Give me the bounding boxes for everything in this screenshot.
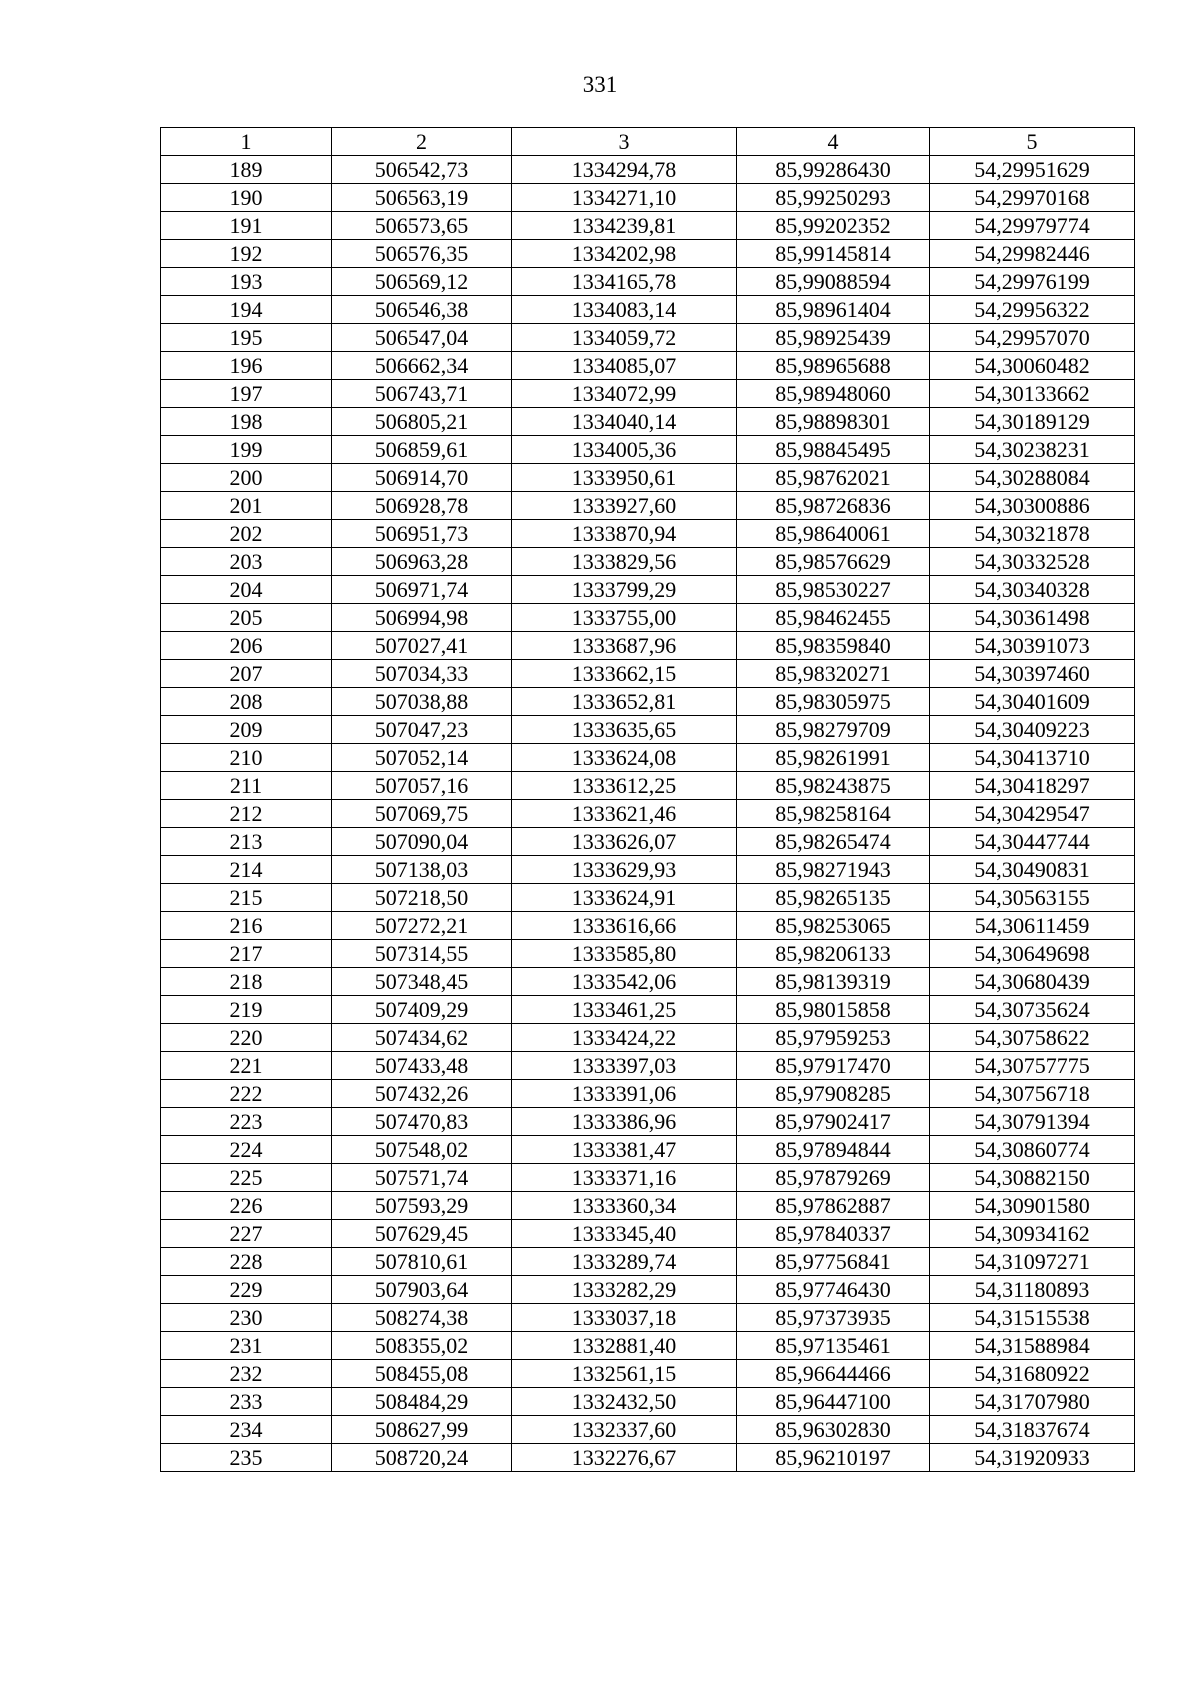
latitude-cell: 54,30238231	[930, 436, 1135, 464]
latitude-cell: 54,31588984	[930, 1332, 1135, 1360]
table-row	[161, 184, 1135, 212]
x-coordinate-cell: 507052,14	[332, 744, 512, 772]
longitude-cell: 85,98898301	[737, 408, 930, 436]
y-coordinate-cell: 1333386,96	[512, 1108, 737, 1136]
y-coordinate-cell: 1334083,14	[512, 296, 737, 324]
latitude-cell: 54,30288084	[930, 464, 1135, 492]
table-row	[161, 1388, 1135, 1416]
point-number-cell: 206	[161, 632, 332, 660]
latitude-cell: 54,30756718	[930, 1080, 1135, 1108]
longitude-cell: 85,97894844	[737, 1136, 930, 1164]
x-coordinate-cell: 508455,08	[332, 1360, 512, 1388]
latitude-cell: 54,30361498	[930, 604, 1135, 632]
x-coordinate-cell: 506951,73	[332, 520, 512, 548]
table-row	[161, 1416, 1135, 1444]
x-coordinate-cell: 507629,45	[332, 1220, 512, 1248]
point-number-cell: 198	[161, 408, 332, 436]
latitude-cell: 54,31707980	[930, 1388, 1135, 1416]
latitude-cell: 54,30860774	[930, 1136, 1135, 1164]
y-coordinate-cell: 1333950,61	[512, 464, 737, 492]
latitude-cell: 54,29957070	[930, 324, 1135, 352]
x-coordinate-cell: 506573,65	[332, 212, 512, 240]
y-coordinate-cell: 1334294,78	[512, 156, 737, 184]
latitude-cell: 54,30332528	[930, 548, 1135, 576]
table-row	[161, 828, 1135, 856]
point-number-cell: 214	[161, 856, 332, 884]
x-coordinate-cell: 507047,23	[332, 716, 512, 744]
x-coordinate-cell: 506859,61	[332, 436, 512, 464]
table-row	[161, 240, 1135, 268]
point-number-cell: 223	[161, 1108, 332, 1136]
table-row	[161, 940, 1135, 968]
longitude-cell: 85,99088594	[737, 268, 930, 296]
x-coordinate-cell: 507432,26	[332, 1080, 512, 1108]
y-coordinate-cell: 1332337,60	[512, 1416, 737, 1444]
y-coordinate-cell: 1333345,40	[512, 1220, 737, 1248]
y-coordinate-cell: 1333870,94	[512, 520, 737, 548]
y-coordinate-cell: 1333381,47	[512, 1136, 737, 1164]
y-coordinate-cell: 1333371,16	[512, 1164, 737, 1192]
longitude-cell: 85,97135461	[737, 1332, 930, 1360]
longitude-cell: 85,97746430	[737, 1276, 930, 1304]
table-row	[161, 800, 1135, 828]
longitude-cell: 85,97917470	[737, 1052, 930, 1080]
latitude-cell: 54,30490831	[930, 856, 1135, 884]
y-coordinate-cell: 1333687,96	[512, 632, 737, 660]
latitude-cell: 54,30680439	[930, 968, 1135, 996]
longitude-cell: 85,98726836	[737, 492, 930, 520]
y-coordinate-cell: 1332432,50	[512, 1388, 737, 1416]
table-row	[161, 1024, 1135, 1052]
y-coordinate-cell: 1333424,22	[512, 1024, 737, 1052]
point-number-cell: 229	[161, 1276, 332, 1304]
x-coordinate-cell: 506963,28	[332, 548, 512, 576]
longitude-cell: 85,98305975	[737, 688, 930, 716]
latitude-cell: 54,29976199	[930, 268, 1135, 296]
latitude-cell: 54,30060482	[930, 352, 1135, 380]
point-number-cell: 222	[161, 1080, 332, 1108]
longitude-cell: 85,97908285	[737, 1080, 930, 1108]
latitude-cell: 54,31097271	[930, 1248, 1135, 1276]
longitude-cell: 85,96644466	[737, 1360, 930, 1388]
longitude-cell: 85,98462455	[737, 604, 930, 632]
table-row	[161, 324, 1135, 352]
point-number-cell: 190	[161, 184, 332, 212]
latitude-cell: 54,29982446	[930, 240, 1135, 268]
point-number-cell: 205	[161, 604, 332, 632]
longitude-cell: 85,98640061	[737, 520, 930, 548]
latitude-cell: 54,30429547	[930, 800, 1135, 828]
y-coordinate-cell: 1333282,29	[512, 1276, 737, 1304]
y-coordinate-cell: 1332561,15	[512, 1360, 737, 1388]
point-number-cell: 230	[161, 1304, 332, 1332]
x-coordinate-cell: 506743,71	[332, 380, 512, 408]
table-row	[161, 548, 1135, 576]
x-coordinate-cell: 506928,78	[332, 492, 512, 520]
longitude-cell: 85,98243875	[737, 772, 930, 800]
latitude-cell: 54,30409223	[930, 716, 1135, 744]
x-coordinate-cell: 506994,98	[332, 604, 512, 632]
y-coordinate-cell: 1333360,34	[512, 1192, 737, 1220]
latitude-cell: 54,30882150	[930, 1164, 1135, 1192]
column-header: 2	[332, 128, 512, 156]
latitude-cell: 54,30401609	[930, 688, 1135, 716]
x-coordinate-cell: 507138,03	[332, 856, 512, 884]
latitude-cell: 54,30391073	[930, 632, 1135, 660]
longitude-cell: 85,98206133	[737, 940, 930, 968]
point-number-cell: 221	[161, 1052, 332, 1080]
point-number-cell: 231	[161, 1332, 332, 1360]
y-coordinate-cell: 1333799,29	[512, 576, 737, 604]
point-number-cell: 193	[161, 268, 332, 296]
table-row	[161, 884, 1135, 912]
longitude-cell: 85,98961404	[737, 296, 930, 324]
x-coordinate-cell: 508484,29	[332, 1388, 512, 1416]
longitude-cell: 85,97902417	[737, 1108, 930, 1136]
longitude-cell: 85,98576629	[737, 548, 930, 576]
table-row	[161, 1360, 1135, 1388]
y-coordinate-cell: 1333626,07	[512, 828, 737, 856]
x-coordinate-cell: 507090,04	[332, 828, 512, 856]
table-row	[161, 1192, 1135, 1220]
y-coordinate-cell: 1332881,40	[512, 1332, 737, 1360]
x-coordinate-cell: 507218,50	[332, 884, 512, 912]
latitude-cell: 54,30413710	[930, 744, 1135, 772]
x-coordinate-cell: 506563,19	[332, 184, 512, 212]
table-row	[161, 604, 1135, 632]
y-coordinate-cell: 1334040,14	[512, 408, 737, 436]
x-coordinate-cell: 508720,24	[332, 1444, 512, 1472]
point-number-cell: 201	[161, 492, 332, 520]
longitude-cell: 85,97959253	[737, 1024, 930, 1052]
table-row	[161, 1164, 1135, 1192]
longitude-cell: 85,98965688	[737, 352, 930, 380]
longitude-cell: 85,98359840	[737, 632, 930, 660]
y-coordinate-cell: 1333461,25	[512, 996, 737, 1024]
x-coordinate-cell: 507027,41	[332, 632, 512, 660]
latitude-cell: 54,30189129	[930, 408, 1135, 436]
y-coordinate-cell: 1334085,07	[512, 352, 737, 380]
y-coordinate-cell: 1333652,81	[512, 688, 737, 716]
column-header: 1	[161, 128, 332, 156]
x-coordinate-cell: 506546,38	[332, 296, 512, 324]
table-row	[161, 688, 1135, 716]
table-row	[161, 576, 1135, 604]
x-coordinate-cell: 507034,33	[332, 660, 512, 688]
y-coordinate-cell: 1333829,56	[512, 548, 737, 576]
point-number-cell: 207	[161, 660, 332, 688]
point-number-cell: 215	[161, 884, 332, 912]
y-coordinate-cell: 1333037,18	[512, 1304, 737, 1332]
latitude-cell: 54,30447744	[930, 828, 1135, 856]
y-coordinate-cell: 1333397,03	[512, 1052, 737, 1080]
x-coordinate-cell: 507593,29	[332, 1192, 512, 1220]
latitude-cell: 54,29979774	[930, 212, 1135, 240]
y-coordinate-cell: 1333927,60	[512, 492, 737, 520]
longitude-cell: 85,98530227	[737, 576, 930, 604]
longitude-cell: 85,98261991	[737, 744, 930, 772]
x-coordinate-cell: 506914,70	[332, 464, 512, 492]
x-coordinate-cell: 506805,21	[332, 408, 512, 436]
latitude-cell: 54,31920933	[930, 1444, 1135, 1472]
y-coordinate-cell: 1333635,65	[512, 716, 737, 744]
column-header: 4	[737, 128, 930, 156]
x-coordinate-cell: 507272,21	[332, 912, 512, 940]
y-coordinate-cell: 1333662,15	[512, 660, 737, 688]
latitude-cell: 54,30901580	[930, 1192, 1135, 1220]
x-coordinate-cell: 507038,88	[332, 688, 512, 716]
page-number: 331	[582, 72, 618, 97]
table-row	[161, 744, 1135, 772]
point-number-cell: 210	[161, 744, 332, 772]
column-header: 5	[930, 128, 1135, 156]
longitude-cell: 85,96447100	[737, 1388, 930, 1416]
point-number-cell: 213	[161, 828, 332, 856]
x-coordinate-cell: 508627,99	[332, 1416, 512, 1444]
table-row	[161, 772, 1135, 800]
point-number-cell: 220	[161, 1024, 332, 1052]
point-number-cell: 217	[161, 940, 332, 968]
longitude-cell: 85,96210197	[737, 1444, 930, 1472]
longitude-cell: 85,98265135	[737, 884, 930, 912]
latitude-cell: 54,30340328	[930, 576, 1135, 604]
latitude-cell: 54,31680922	[930, 1360, 1135, 1388]
table-row	[161, 632, 1135, 660]
table-row	[161, 1080, 1135, 1108]
longitude-cell: 85,98948060	[737, 380, 930, 408]
longitude-cell: 85,97756841	[737, 1248, 930, 1276]
y-coordinate-cell: 1334202,98	[512, 240, 737, 268]
longitude-cell: 85,97840337	[737, 1220, 930, 1248]
table-row	[161, 464, 1135, 492]
y-coordinate-cell: 1333616,66	[512, 912, 737, 940]
point-number-cell: 212	[161, 800, 332, 828]
table-row	[161, 1220, 1135, 1248]
table-row	[161, 1136, 1135, 1164]
point-number-cell: 228	[161, 1248, 332, 1276]
latitude-cell: 54,30791394	[930, 1108, 1135, 1136]
table-row	[161, 1304, 1135, 1332]
y-coordinate-cell: 1334271,10	[512, 184, 737, 212]
x-coordinate-cell: 506569,12	[332, 268, 512, 296]
table-row	[161, 268, 1135, 296]
latitude-cell: 54,29970168	[930, 184, 1135, 212]
x-coordinate-cell: 507069,75	[332, 800, 512, 828]
table-row	[161, 296, 1135, 324]
x-coordinate-cell: 507057,16	[332, 772, 512, 800]
longitude-cell: 85,99250293	[737, 184, 930, 212]
table-body	[161, 156, 1135, 1472]
longitude-cell: 85,99286430	[737, 156, 930, 184]
point-number-cell: 227	[161, 1220, 332, 1248]
y-coordinate-cell: 1333755,00	[512, 604, 737, 632]
table-row	[161, 856, 1135, 884]
table-row	[161, 520, 1135, 548]
coordinates-table	[160, 127, 1135, 1472]
latitude-cell: 54,30418297	[930, 772, 1135, 800]
y-coordinate-cell: 1333621,46	[512, 800, 737, 828]
point-number-cell: 202	[161, 520, 332, 548]
point-number-cell: 192	[161, 240, 332, 268]
table-header-row	[161, 128, 1135, 156]
y-coordinate-cell: 1333629,93	[512, 856, 737, 884]
point-number-cell: 233	[161, 1388, 332, 1416]
longitude-cell: 85,98845495	[737, 436, 930, 464]
longitude-cell: 85,98253065	[737, 912, 930, 940]
latitude-cell: 54,29951629	[930, 156, 1135, 184]
table-row	[161, 1332, 1135, 1360]
point-number-cell: 204	[161, 576, 332, 604]
latitude-cell: 54,31837674	[930, 1416, 1135, 1444]
table-row	[161, 1052, 1135, 1080]
latitude-cell: 54,30133662	[930, 380, 1135, 408]
x-coordinate-cell: 507571,74	[332, 1164, 512, 1192]
longitude-cell: 85,99145814	[737, 240, 930, 268]
x-coordinate-cell: 506547,04	[332, 324, 512, 352]
latitude-cell: 54,31180893	[930, 1276, 1135, 1304]
point-number-cell: 203	[161, 548, 332, 576]
table-row	[161, 1276, 1135, 1304]
point-number-cell: 224	[161, 1136, 332, 1164]
x-coordinate-cell: 507409,29	[332, 996, 512, 1024]
table-row	[161, 1444, 1135, 1472]
x-coordinate-cell: 506971,74	[332, 576, 512, 604]
longitude-cell: 85,98015858	[737, 996, 930, 1024]
point-number-cell: 234	[161, 1416, 332, 1444]
x-coordinate-cell: 507434,62	[332, 1024, 512, 1052]
x-coordinate-cell: 506662,34	[332, 352, 512, 380]
x-coordinate-cell: 508274,38	[332, 1304, 512, 1332]
point-number-cell: 232	[161, 1360, 332, 1388]
table-row	[161, 912, 1135, 940]
point-number-cell: 211	[161, 772, 332, 800]
point-number-cell: 218	[161, 968, 332, 996]
y-coordinate-cell: 1333612,25	[512, 772, 737, 800]
point-number-cell: 196	[161, 352, 332, 380]
point-number-cell: 208	[161, 688, 332, 716]
longitude-cell: 85,98271943	[737, 856, 930, 884]
longitude-cell: 85,97879269	[737, 1164, 930, 1192]
y-coordinate-cell: 1334059,72	[512, 324, 737, 352]
longitude-cell: 85,97373935	[737, 1304, 930, 1332]
column-header: 3	[512, 128, 737, 156]
y-coordinate-cell: 1334072,99	[512, 380, 737, 408]
point-number-cell: 216	[161, 912, 332, 940]
longitude-cell: 85,98320271	[737, 660, 930, 688]
point-number-cell: 209	[161, 716, 332, 744]
point-number-cell: 199	[161, 436, 332, 464]
y-coordinate-cell: 1333624,91	[512, 884, 737, 912]
point-number-cell: 225	[161, 1164, 332, 1192]
x-coordinate-cell: 507348,45	[332, 968, 512, 996]
x-coordinate-cell: 507810,61	[332, 1248, 512, 1276]
y-coordinate-cell: 1333624,08	[512, 744, 737, 772]
longitude-cell: 85,98925439	[737, 324, 930, 352]
table-row	[161, 968, 1135, 996]
latitude-cell: 54,30757775	[930, 1052, 1135, 1080]
longitude-cell: 85,98139319	[737, 968, 930, 996]
point-number-cell: 197	[161, 380, 332, 408]
table-row	[161, 212, 1135, 240]
table-row	[161, 1248, 1135, 1276]
table-row	[161, 996, 1135, 1024]
point-number-cell: 189	[161, 156, 332, 184]
point-number-cell: 200	[161, 464, 332, 492]
table-row	[161, 380, 1135, 408]
latitude-cell: 54,30397460	[930, 660, 1135, 688]
latitude-cell: 54,30758622	[930, 1024, 1135, 1052]
table-row	[161, 408, 1135, 436]
y-coordinate-cell: 1333391,06	[512, 1080, 737, 1108]
table-row	[161, 156, 1135, 184]
x-coordinate-cell: 506576,35	[332, 240, 512, 268]
x-coordinate-cell: 507470,83	[332, 1108, 512, 1136]
latitude-cell: 54,30321878	[930, 520, 1135, 548]
latitude-cell: 54,29956322	[930, 296, 1135, 324]
longitude-cell: 85,98279709	[737, 716, 930, 744]
latitude-cell: 54,30649698	[930, 940, 1135, 968]
table-row	[161, 1108, 1135, 1136]
latitude-cell: 54,30563155	[930, 884, 1135, 912]
longitude-cell: 85,97862887	[737, 1192, 930, 1220]
longitude-cell: 85,98265474	[737, 828, 930, 856]
y-coordinate-cell: 1334239,81	[512, 212, 737, 240]
table-row	[161, 660, 1135, 688]
x-coordinate-cell: 507903,64	[332, 1276, 512, 1304]
x-coordinate-cell: 507548,02	[332, 1136, 512, 1164]
latitude-cell: 54,30934162	[930, 1220, 1135, 1248]
point-number-cell: 219	[161, 996, 332, 1024]
latitude-cell: 54,30611459	[930, 912, 1135, 940]
longitude-cell: 85,96302830	[737, 1416, 930, 1444]
point-number-cell: 195	[161, 324, 332, 352]
table-row	[161, 492, 1135, 520]
latitude-cell: 54,31515538	[930, 1304, 1135, 1332]
longitude-cell: 85,99202352	[737, 212, 930, 240]
x-coordinate-cell: 506542,73	[332, 156, 512, 184]
point-number-cell: 226	[161, 1192, 332, 1220]
x-coordinate-cell: 508355,02	[332, 1332, 512, 1360]
table-row	[161, 352, 1135, 380]
y-coordinate-cell: 1333542,06	[512, 968, 737, 996]
longitude-cell: 85,98258164	[737, 800, 930, 828]
y-coordinate-cell: 1333585,80	[512, 940, 737, 968]
y-coordinate-cell: 1334005,36	[512, 436, 737, 464]
point-number-cell: 235	[161, 1444, 332, 1472]
x-coordinate-cell: 507314,55	[332, 940, 512, 968]
longitude-cell: 85,98762021	[737, 464, 930, 492]
table-row	[161, 716, 1135, 744]
y-coordinate-cell: 1332276,67	[512, 1444, 737, 1472]
y-coordinate-cell: 1333289,74	[512, 1248, 737, 1276]
table-row	[161, 436, 1135, 464]
point-number-cell: 191	[161, 212, 332, 240]
x-coordinate-cell: 507433,48	[332, 1052, 512, 1080]
latitude-cell: 54,30300886	[930, 492, 1135, 520]
y-coordinate-cell: 1334165,78	[512, 268, 737, 296]
latitude-cell: 54,30735624	[930, 996, 1135, 1024]
point-number-cell: 194	[161, 296, 332, 324]
